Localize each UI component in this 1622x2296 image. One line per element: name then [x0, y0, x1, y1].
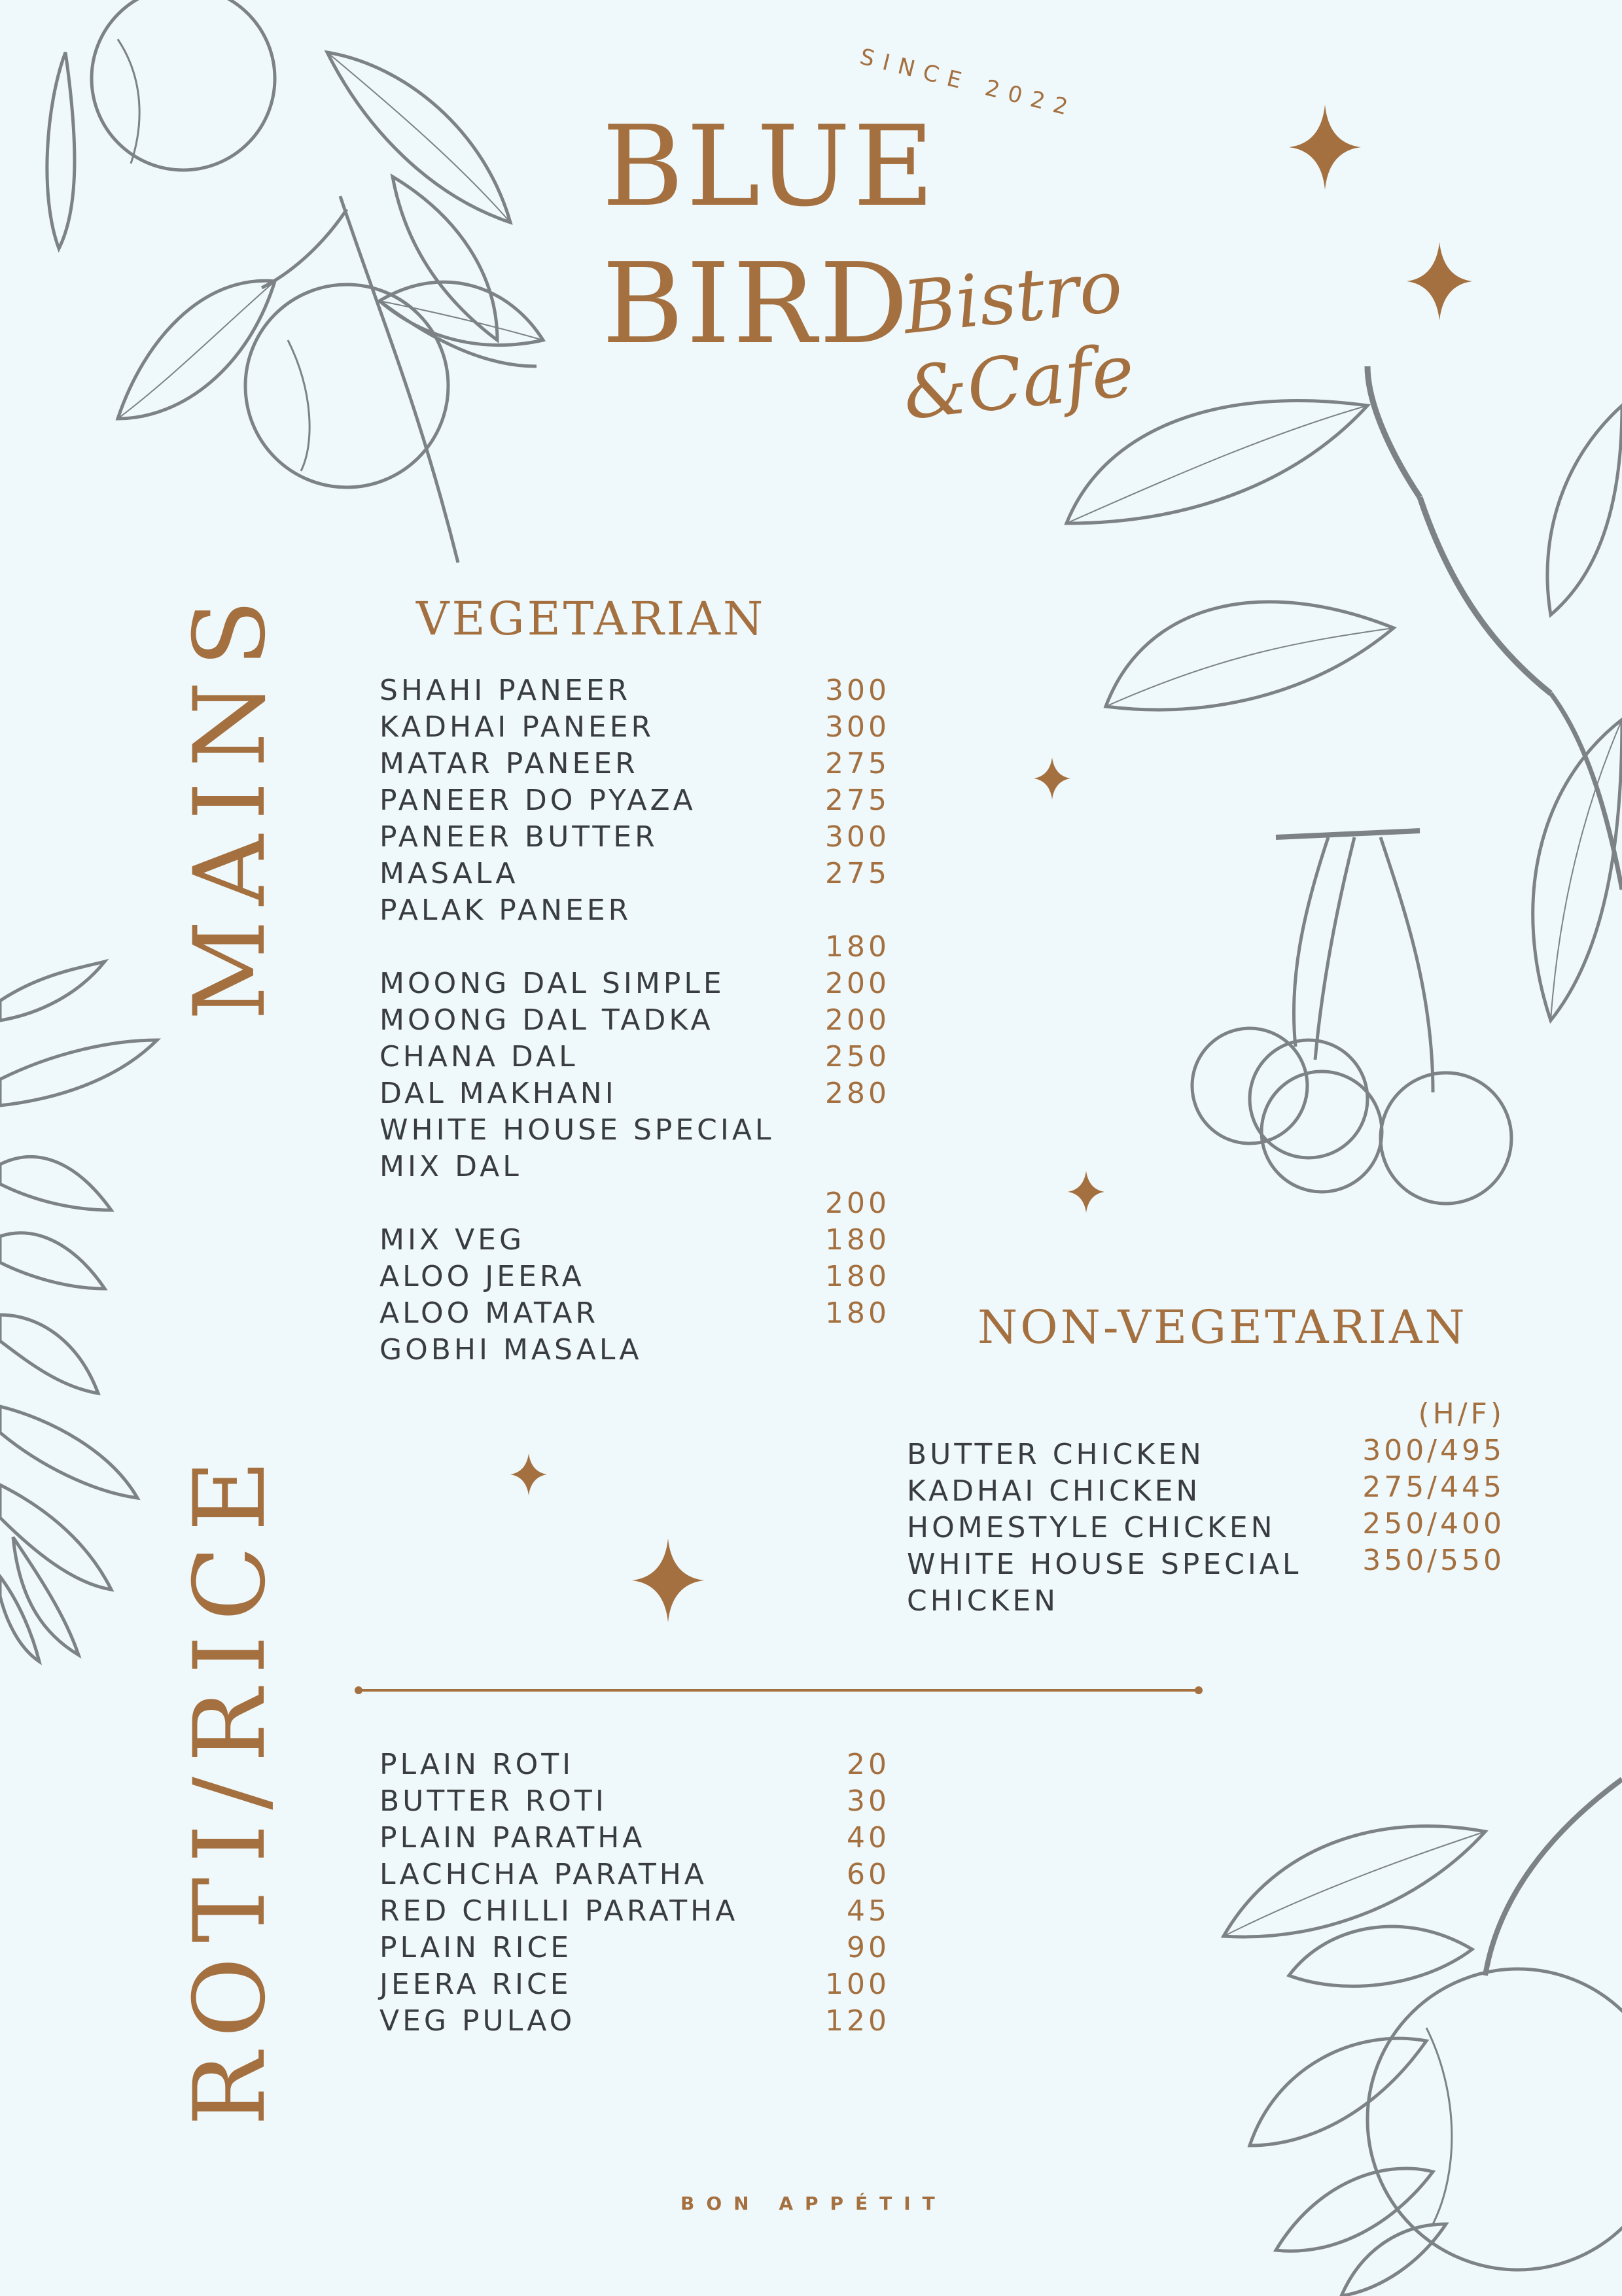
brand-script-cafe: &Cafe — [899, 328, 1138, 436]
menu-price: 200 — [825, 1187, 890, 1220]
half-full-price-header: (H/F) — [1418, 1397, 1505, 1431]
section-divider — [353, 1684, 1204, 1697]
menu-price: 180 — [825, 1260, 890, 1293]
menu-price: 120 — [825, 2004, 890, 2038]
menu-price: 275 — [825, 784, 890, 817]
menu-item: BUTTER ROTI — [379, 1784, 607, 1818]
menu-item: CHANA DAL — [379, 1040, 578, 1073]
sparkle-icon — [510, 1453, 547, 1495]
menu-price: 60 — [847, 1858, 890, 1891]
menu-item: RED CHILLI PARATHA — [379, 1894, 739, 1928]
brand-name-line2: BIRD — [602, 239, 911, 369]
menu-item: MIX DAL — [379, 1150, 522, 1183]
menu-item: CHICKEN — [907, 1584, 1059, 1618]
sparkle-icon — [1068, 1171, 1104, 1213]
menu-item: KADHAI CHICKEN — [907, 1474, 1201, 1508]
non-vegetarian-heading: NON-VEGETARIAN — [978, 1300, 1468, 1354]
menu-price: 30 — [847, 1784, 890, 1818]
menu-price: 300/495 — [1362, 1434, 1505, 1467]
menu-item: GOBHI MASALA — [379, 1333, 643, 1366]
menu-price: 300 — [825, 820, 890, 854]
mains-vertical-title: MAINS — [173, 585, 287, 1020]
menu-item: JEERA RICE — [379, 1968, 572, 2001]
sparkle-icon — [632, 1539, 704, 1622]
since-text: SINCE 2022 — [857, 43, 1080, 123]
brand-name-line1: BLUE — [602, 102, 937, 232]
menu-item: MATAR PANEER — [379, 747, 639, 780]
menu-price: 200 — [825, 1003, 890, 1037]
menu-item: SHAHI PANEER — [379, 674, 631, 707]
menu-item: PLAIN ROTI — [379, 1748, 574, 1781]
leaf-sprig-illustration-left — [0, 948, 170, 1668]
menu-item: PANEER DO PYAZA — [379, 784, 696, 817]
menu-price: 350/550 — [1362, 1544, 1505, 1577]
menu-price: 275 — [825, 747, 890, 780]
menu-price: 275 — [825, 857, 890, 890]
footer-bon-appetit: BON APPÉTIT — [680, 2193, 947, 2214]
menu-item: MASALA — [379, 857, 519, 890]
menu-item: ALOO JEERA — [379, 1260, 585, 1293]
menu-price: 250 — [825, 1040, 890, 1073]
menu-item: PANEER BUTTER — [379, 820, 658, 854]
menu-price: 180 — [825, 1296, 890, 1330]
menu-price: 200 — [825, 967, 890, 1000]
brand-script-bistro: Bistro — [899, 243, 1127, 351]
sparkle-icon — [1289, 105, 1361, 190]
menu-item: HOMESTYLE CHICKEN — [907, 1511, 1276, 1544]
menu-price: 20 — [847, 1748, 890, 1781]
menu-item: PLAIN RICE — [379, 1931, 573, 1964]
peach-branch-illustration-bottom-right — [1210, 1753, 1622, 2296]
menu-item: WHITE HOUSE SPECIAL — [379, 1113, 775, 1147]
menu-item: ALOO MATAR — [379, 1296, 599, 1330]
menu-item: BUTTER CHICKEN — [907, 1438, 1205, 1471]
menu-item: VEG PULAO — [379, 2004, 576, 2038]
menu-item: KADHAI PANEER — [379, 710, 655, 744]
menu-price: 100 — [825, 1968, 890, 2001]
menu-item: PALAK PANEER — [379, 894, 632, 927]
menu-price: 280 — [825, 1077, 890, 1110]
sparkle-icon — [1034, 757, 1070, 799]
menu-price: 45 — [847, 1894, 890, 1928]
vegetarian-heading: VEGETARIAN — [416, 592, 766, 646]
menu-price: 90 — [847, 1931, 890, 1964]
menu-price: 180 — [825, 930, 890, 964]
peach-branch-illustration-top-left — [39, 0, 550, 576]
menu-item: MOONG DAL TADKA — [379, 1003, 714, 1037]
cherry-branch-illustration-right — [1027, 327, 1622, 1295]
menu-price: 275/445 — [1362, 1470, 1505, 1504]
menu-item: MIX VEG — [379, 1223, 525, 1257]
menu-price: 180 — [825, 1223, 890, 1257]
menu-price: 40 — [847, 1821, 890, 1854]
menu-item: WHITE HOUSE SPECIAL — [907, 1548, 1302, 1581]
menu-price: 300 — [825, 710, 890, 744]
sparkle-icon — [1407, 242, 1472, 321]
menu-item: MOONG DAL SIMPLE — [379, 967, 725, 1000]
menu-item: LACHCHA PARATHA — [379, 1858, 707, 1891]
menu-price: 300 — [825, 674, 890, 707]
menu-item: PLAIN PARATHA — [379, 1821, 646, 1854]
menu-item: DAL MAKHANI — [379, 1077, 617, 1110]
menu-price: 250/400 — [1362, 1507, 1505, 1540]
roti-rice-vertical-title: ROTI/RICE — [173, 1445, 287, 2126]
